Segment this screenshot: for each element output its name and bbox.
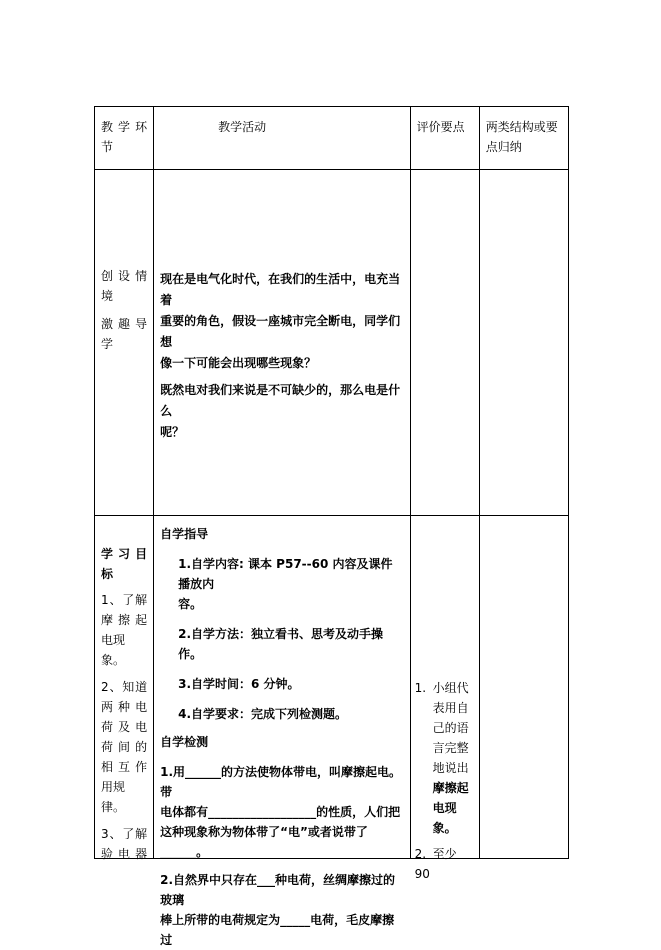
scenario-evaluation-cell — [410, 170, 479, 516]
activity-line2: 重要的角色，假设一座城市完全断电，同学们想 — [160, 314, 401, 349]
scenario-summary-cell — [479, 170, 568, 516]
header-evaluation: 评价要点 — [416, 120, 465, 134]
scenario-activity-cell — [154, 170, 411, 516]
goal-title-line2: 标 — [101, 567, 114, 581]
stage-line1: 创 设 情 — [101, 269, 148, 283]
stage-line2: 境 — [101, 289, 114, 303]
header-summary-line2: 点归纳 — [485, 140, 522, 154]
goal2-line2: 两 种 电 — [101, 700, 148, 714]
study-evaluation-cell — [410, 516, 479, 881]
guide-item1-line2: 容。 — [178, 597, 203, 611]
eval-item2-number: 2. — [414, 847, 427, 861]
guide-title: 自学指导 — [160, 527, 209, 541]
goal3-line1: 3、了解 — [101, 827, 148, 841]
header-evaluation-cell — [410, 107, 479, 170]
question1-line1: 1.用______的方法使物体带电，叫摩擦起电。带 — [160, 765, 402, 799]
eval-item1-line5: 地说出 — [432, 761, 469, 775]
header-summary-cell — [479, 107, 568, 170]
eval-item1-line4: 言完整 — [432, 741, 469, 755]
study-activity-cell — [154, 516, 411, 947]
activity-line3: 像一下可能会出现哪些现象？ — [160, 356, 317, 370]
eval-item1-line3: 己的语 — [432, 721, 469, 735]
scenario-stage-cell — [95, 170, 154, 516]
lesson-plan-table — [94, 106, 569, 947]
question1-line2: 电体都有__________________的性质，人们把 — [160, 805, 401, 819]
header-row — [95, 107, 569, 170]
goal1-line2: 摩 擦 起 — [101, 613, 148, 627]
header-stage-line1: 教 学 环 — [101, 120, 148, 134]
header-summary-line1: 两类结构或要 — [485, 120, 558, 134]
goal1-line3: 电现象。 — [101, 633, 126, 667]
eval-item1-number: 1. — [414, 681, 427, 695]
guide-item3: 3.自学时间：6 分钟。 — [178, 677, 300, 691]
study-summary-cell — [479, 516, 568, 859]
header-stage-line2: 节 — [101, 140, 114, 154]
header-activity: 教学活动 — [218, 120, 267, 134]
eval-item1-line7: 电现象。 — [432, 801, 457, 835]
eval-item2-line1: 至少 90 — [414, 847, 457, 881]
guide-item2: 2.自学方法：独立看书、思考及动手操作。 — [178, 627, 384, 661]
goal2-line1: 2、知道 — [101, 680, 148, 694]
activity-line5: 呢？ — [160, 425, 185, 439]
header-activity-cell — [154, 107, 411, 170]
goal2-line5: 相 互 作 — [101, 760, 148, 774]
goal-title-line1: 学 习 目 — [101, 547, 148, 561]
eval-item1-line1: 小组代 — [432, 681, 469, 695]
goal1-line1: 1、了解 — [101, 593, 148, 607]
question2-line1: 2.自然界中只存在___种电荷，丝绸摩擦过的玻璃 — [160, 873, 396, 907]
guide-item4: 4.自学要求：完成下列检测题。 — [178, 707, 348, 721]
goal2-line6: 用规律。 — [101, 780, 126, 814]
check-title: 自学检测 — [160, 735, 209, 749]
goal3-line2: 验 电 器 — [101, 847, 148, 861]
stage-line3: 激 趣 导 — [101, 317, 148, 331]
question2-line2: 棒上所带的电荷规定为_____电荷，毛皮摩擦过 — [160, 913, 395, 947]
header-stage-cell — [95, 107, 154, 170]
question1-line3: 这种现象称为物体带了“电”或者说带了______。 — [160, 825, 368, 859]
study-stage-cell — [95, 516, 154, 859]
activity-line4: 既然电对我们来说是不可缺少的，那么电是什么 — [160, 383, 401, 418]
row-scenario — [95, 170, 569, 516]
row-self-study — [95, 516, 569, 859]
goal2-line4: 荷 间 的 — [101, 740, 148, 754]
stage-line4: 学 — [101, 337, 114, 351]
guide-item1-line1: 1.自学内容: 课本 P57--60 内容及课件播放内 — [178, 557, 393, 591]
eval-item1-line2: 表用自 — [432, 701, 469, 715]
goal2-line3: 荷 及 电 — [101, 720, 148, 734]
activity-line1: 现在是电气化时代，在我们的生活中，电充当着 — [160, 272, 401, 307]
eval-item1-line6: 摩擦起 — [432, 781, 469, 795]
